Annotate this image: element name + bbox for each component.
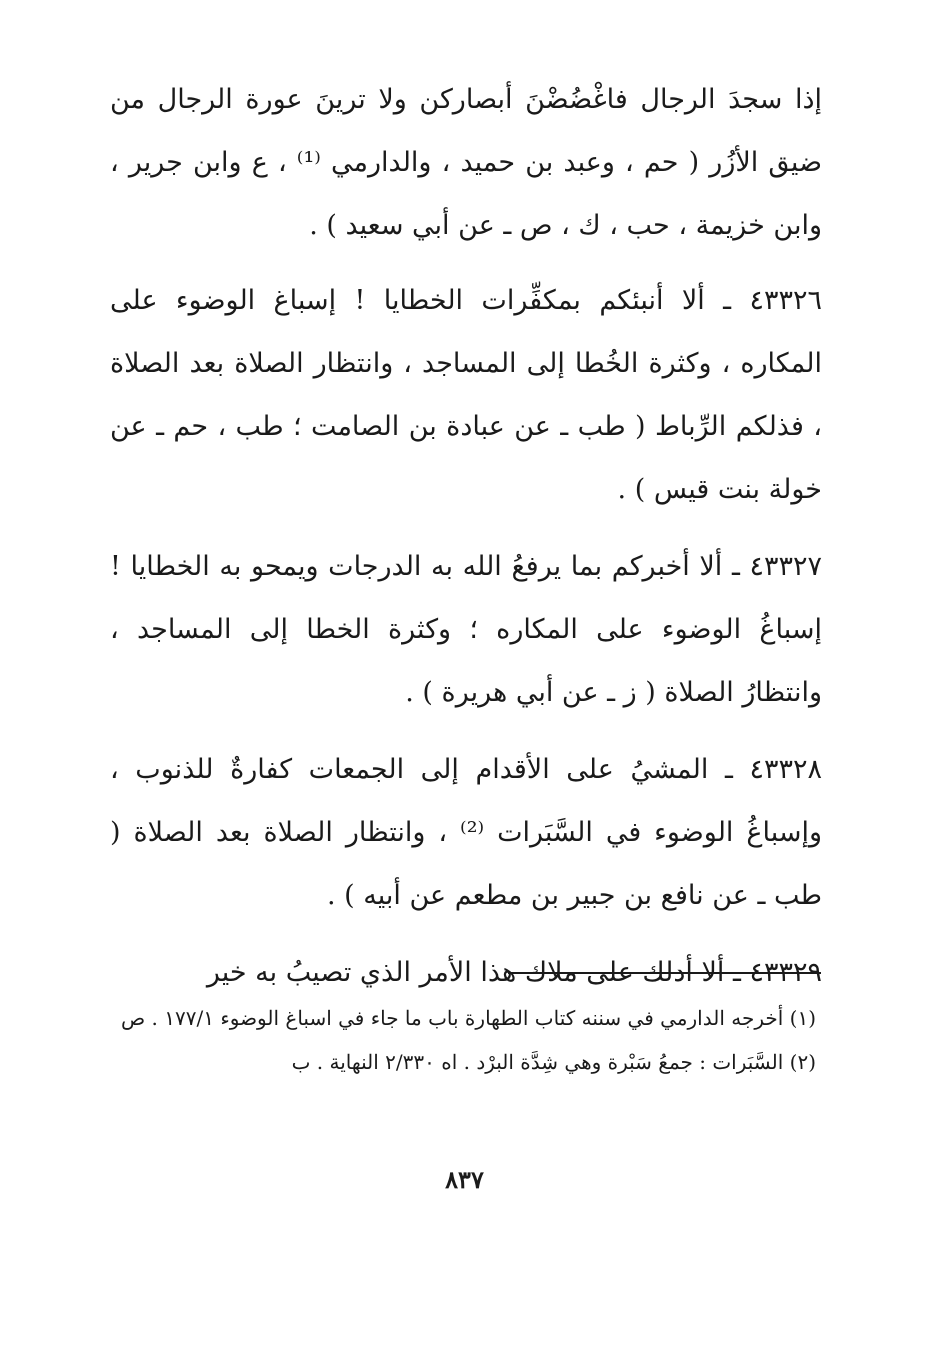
footnote-divider <box>508 972 821 974</box>
hadith-43327: ٤٣٣٢٧ ـ ألا أخبركم بما يرفعُ الله به الدرجات ويمحو به الخطايا ! إسباغُ الوضوء على المكاره ؛ وكثرة الخطا إلى المساجد ، وانتظارُ الصلاة ( ز ـ عن أبي هريرة ) . <box>110 551 822 708</box>
hadith-43326: ٤٣٣٢٦ ـ ألا أنبئكم بمكفِّرات الخطايا ! إسباغ الوضوء على المكاره ، وكثرة الخُطا إلى المساجد ، وانتظار الصلاة بعد الصلاة ، فذلكم الرِّباط ( طب ـ عن عبادة بن الصامت ؛ طب ، حم ـ عن خولة بنت قيس ) . <box>110 285 822 505</box>
page-number: ٨٣٧ <box>445 1165 484 1194</box>
hadith-43328: ٤٣٣٢٨ ـ المشيُ على الأقدام إلى الجمعات كفارةٌ للذنوب ، وإسباغُ الوضوء في السَّبَرات ⁽²⁾ ، وانتظار الصلاة بعد الصلاة ( طب ـ عن نافع بن جبير بن مطعم عن أبيه ) . <box>110 754 823 911</box>
footnote-2: (٢) السَّبَرات : جمعُ سَبْرة وهي شِدَّة البرْد . اه ٢/٣٣٠ النهاية . ب <box>291 1050 816 1074</box>
hadith-43329: ٤٣٣٢٩ ـ ألا أدلك على ملاك هذا الأمر الذي تصيبُ به خير <box>206 957 822 988</box>
footnotes <box>118 996 816 1084</box>
paragraph-continuation: إذا سجدَ الرجال فاغْضُضْنَ أبصاركن ولا ترينَ عورة الرجال من ضيق الأزُر ( حم ، وعبد بن حميد ، والدارمي ⁽¹⁾ ، ع وابن جرير ، وابن خزيمة ، حب ، ك ، ص ـ عن أبي سعيد ) . <box>110 84 822 241</box>
main-text <box>110 68 822 1018</box>
footnote-1: (١) أخرجه الدارمي في سننه كتاب الطهارة باب ما جاء في اسباغ الوضوء ١٧٧/١ . ص <box>120 1006 816 1030</box>
